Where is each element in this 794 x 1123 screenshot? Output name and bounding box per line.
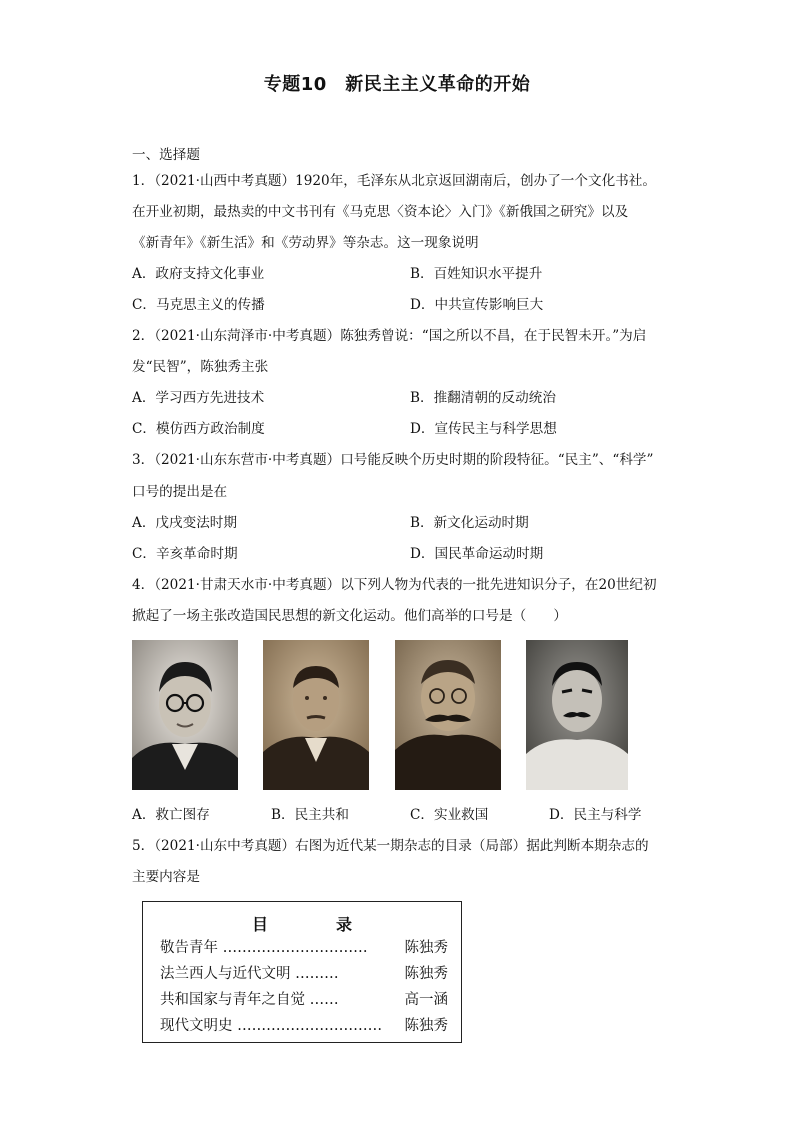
q3-option-a: A．戊戌变法时期 bbox=[132, 515, 237, 531]
contents-heading: 目 录 bbox=[251, 915, 378, 934]
q1-option-c: C．马克思主义的传播 bbox=[132, 297, 265, 313]
contents-dots: ……… bbox=[295, 966, 339, 982]
q1-option-d: D．中共宣传影响巨大 bbox=[410, 297, 544, 313]
contents-dots: ………………………… bbox=[237, 1018, 383, 1034]
contents-author: 陈独秀 bbox=[404, 966, 448, 982]
contents-author: 陈独秀 bbox=[404, 1018, 448, 1034]
q2-option-c: C．模仿西方政治制度 bbox=[132, 421, 265, 437]
contents-title: 共和国家与青年之自觉 bbox=[160, 992, 305, 1008]
q3-option-d: D．国民革命运动时期 bbox=[410, 546, 544, 562]
q2-option-d: D．宣传民主与科学思想 bbox=[410, 421, 557, 437]
page-title: 专题10 新民主主义革命的开始 bbox=[263, 74, 531, 95]
q1-line-3: 《新青年》《新生活》和《劳动界》等杂志。这一现象说明 bbox=[132, 235, 479, 251]
q5-line-2: 主要内容是 bbox=[132, 869, 200, 885]
portrait-photo-4 bbox=[526, 640, 632, 790]
q3-line-2: 口号的提出是在 bbox=[132, 484, 228, 500]
q2-option-b: B．推翻清朝的反动统治 bbox=[410, 390, 556, 406]
q1-option-b: B．百姓知识水平提升 bbox=[410, 266, 543, 282]
q3-option-c: C．辛亥革命时期 bbox=[132, 546, 238, 562]
contents-author: 高一涵 bbox=[404, 992, 448, 1008]
q3-line-1: 3．（2021·山东东营市·中考真题）口号能反映个历史时期的阶段特征。“民主”、“科学” bbox=[132, 452, 654, 468]
q2-line-1: 2．（2021·山东菏泽市·中考真题）陈独秀曾说：“国之所以不昌，在于民智未开。”为启 bbox=[132, 328, 647, 344]
section-heading: 一、选择题 bbox=[132, 147, 200, 163]
q4-option-c: C．实业救国 bbox=[410, 807, 489, 823]
contents-row bbox=[160, 938, 448, 958]
q4-option-d: D．民主与科学 bbox=[549, 807, 642, 823]
portrait-photo-2 bbox=[263, 640, 369, 790]
q1-option-a: A．政府支持文化事业 bbox=[132, 266, 265, 282]
q5-line-1: 5．（2021·山东中考真题）右图为近代某一期杂志的目录（局部）据此判断本期杂志的 bbox=[132, 838, 649, 854]
portrait-photo-1 bbox=[132, 640, 238, 790]
q4-option-b: B．民主共和 bbox=[271, 807, 349, 823]
portrait-photo-3 bbox=[395, 640, 501, 790]
q4-line-2: 掀起了一场主张改造国民思想的新文化运动。他们高举的口号是（ ） bbox=[132, 608, 567, 624]
q1-line-2: 在开业初期，最热卖的中文书刊有《马克思〈资本论〉入门》《新俄国之研究》以及 bbox=[132, 204, 629, 220]
contents-author: 陈独秀 bbox=[404, 940, 448, 956]
q4-option-a: A．救亡图存 bbox=[132, 807, 210, 823]
contents-title: 现代文明史 bbox=[160, 1018, 233, 1034]
contents-title: 法兰西人与近代文明 bbox=[160, 966, 291, 982]
contents-dots: …… bbox=[309, 992, 339, 1008]
contents-row bbox=[160, 964, 448, 984]
contents-row bbox=[160, 990, 448, 1010]
q3-option-b: B．新文化运动时期 bbox=[410, 515, 529, 531]
q2-option-a: A．学习西方先进技术 bbox=[132, 390, 265, 406]
q4-line-1: 4．（2021·甘肃天水市·中考真题）以下列人物为代表的一批先进知识分子，在20世纪初 bbox=[132, 577, 657, 593]
q1-line-1: 1．（2021·山西中考真题）1920年，毛泽东从北京返回湖南后，创办了一个文化书社。 bbox=[132, 173, 656, 189]
contents-title: 敬告青年 bbox=[160, 940, 218, 956]
q2-line-2: 发“民智”，陈独秀主张 bbox=[132, 359, 269, 375]
magazine-contents-figure bbox=[142, 901, 462, 1043]
contents-dots: ………………………… bbox=[222, 940, 368, 956]
contents-row bbox=[160, 1016, 448, 1036]
